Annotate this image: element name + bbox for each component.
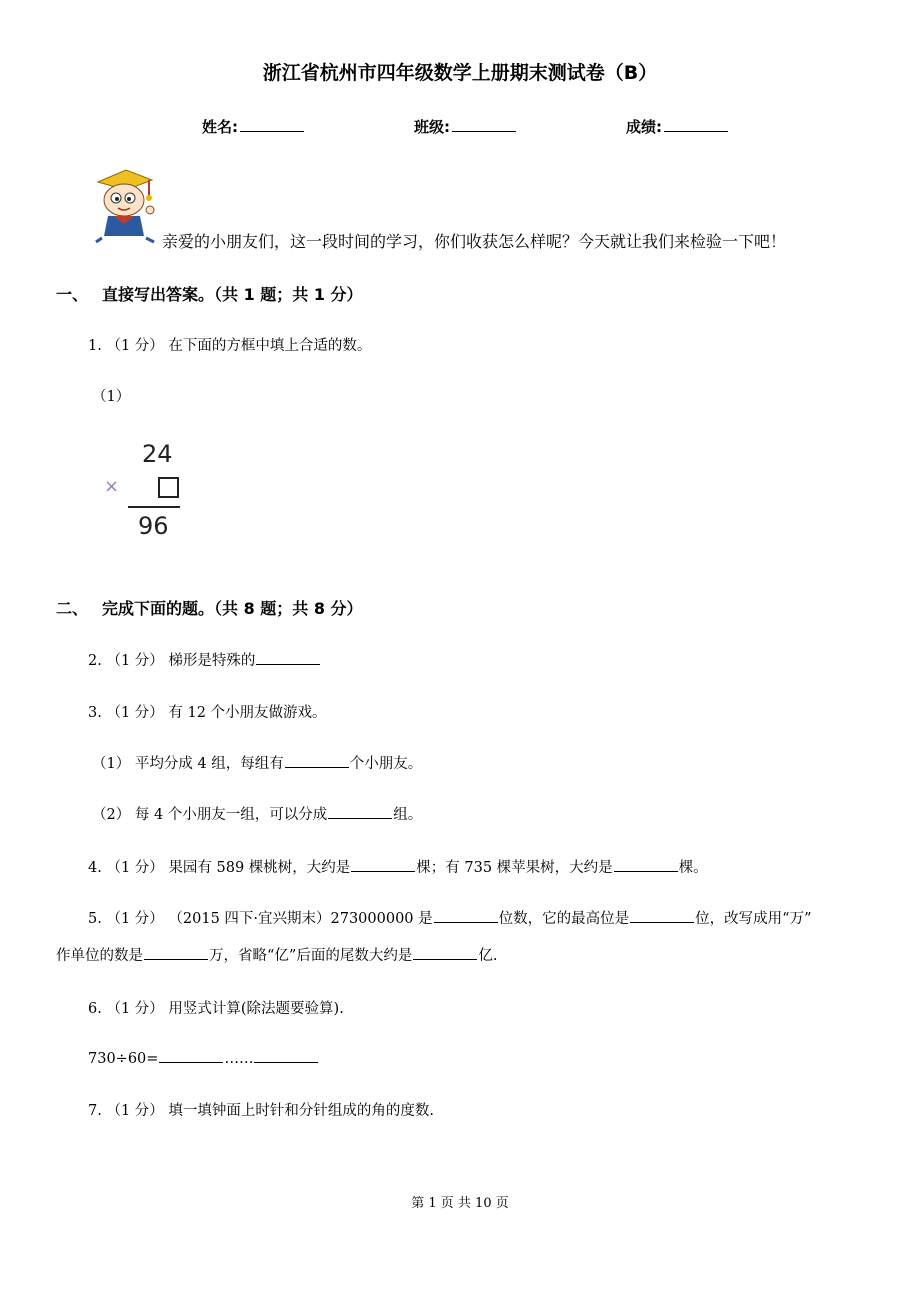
mascot-image: [92, 166, 168, 244]
section-2-heading: [56, 596, 363, 619]
question-3-part-1: [92, 752, 422, 773]
name-label: 姓名:: [202, 118, 238, 136]
name-field: [202, 116, 304, 137]
q6-blank-1[interactable]: [159, 1048, 223, 1063]
q4-blank-1[interactable]: [351, 857, 415, 872]
section-2-title: 完成下面的题。（共 8 题；共 8 分）: [102, 599, 363, 618]
page-footer: 第 1 页 共 10 页: [411, 1196, 509, 1211]
result-line: [128, 506, 180, 508]
question-1: 1. （1 分） 在下面的方框中填上合适的数。: [88, 338, 372, 354]
q5-text-f: 亿.: [478, 948, 498, 964]
q5-text-c: 位，改写成用“万”: [695, 911, 812, 927]
q5-blank-2[interactable]: [630, 908, 694, 923]
question-4: [88, 856, 708, 877]
section-2-number: 二、: [56, 599, 89, 618]
class-blank[interactable]: [452, 117, 516, 132]
score-blank[interactable]: [664, 117, 728, 132]
score-label: 成绩:: [626, 118, 662, 136]
q5-text-d: 作单位的数是: [56, 948, 143, 964]
section-1-heading: [56, 282, 363, 305]
q5-text-b: 位数，它的最高位是: [498, 911, 630, 927]
question-3-part-2: [92, 803, 422, 824]
q3-1-tail: 个小朋友。: [349, 756, 423, 772]
greeting-text: 亲爱的小朋友们，这一段时间的学习，你们收获怎么样呢？今天就让我们来检验一下吧！: [162, 232, 787, 251]
q4-text-c: 棵。: [678, 860, 708, 876]
q5-blank-4[interactable]: [413, 945, 477, 960]
q3-1-text: （1） 平均分成 4 组，每组有: [92, 756, 284, 772]
page-title: 浙江省杭州市四年级数学上册期末测试卷（B）: [262, 62, 658, 84]
q6-expr: 730÷60=: [88, 1051, 159, 1067]
q3-2-blank[interactable]: [328, 804, 392, 819]
question-1-sub: （1）: [92, 389, 131, 405]
class-label: 班级:: [414, 118, 450, 136]
score-field: [626, 116, 728, 137]
q3-2-text: （2） 每 4 个小朋友一组，可以分成: [92, 807, 328, 823]
q5-text-e: 万，省略“亿”后面的尾数大约是: [209, 948, 413, 964]
answer-box[interactable]: [158, 477, 179, 498]
question-7: 7. （1 分） 填一填钟面上时针和分针组成的角的度数.: [88, 1103, 434, 1119]
section-1-title: 直接写出答案。（共 1 题；共 1 分）: [102, 285, 363, 304]
question-6: 6. （1 分） 用竖式计算(除法题要验算).: [88, 1001, 344, 1017]
question-2: [88, 649, 321, 670]
class-field: [414, 116, 516, 137]
q4-text-a: 4. （1 分） 果园有 589 棵桃树，大约是: [88, 860, 351, 876]
figure-result: 96: [138, 512, 169, 540]
q6-dots: ……: [224, 1051, 254, 1067]
figure-top-number: 24: [142, 440, 173, 468]
q5-text-a: 5. （1 分） （2015 四下·宜兴期末）273000000 是: [88, 911, 433, 927]
question-6-expression: [88, 1048, 319, 1067]
q5-blank-1[interactable]: [434, 908, 498, 923]
q4-blank-2[interactable]: [614, 857, 678, 872]
q3-1-blank[interactable]: [285, 753, 349, 768]
section-1-number: 一、: [56, 285, 89, 304]
multiplication-figure: [100, 440, 190, 550]
q2-blank[interactable]: [256, 650, 320, 665]
q6-blank-2[interactable]: [254, 1048, 318, 1063]
question-2-text: 2. （1 分） 梯形是特殊的: [88, 653, 256, 669]
q5-blank-3[interactable]: [144, 945, 208, 960]
question-5-line-2: [56, 944, 497, 965]
q3-2-tail: 组。: [393, 807, 423, 823]
question-3: 3. （1 分） 有 12 个小朋友做游戏。: [88, 705, 327, 721]
times-sign: ×: [104, 476, 120, 497]
name-blank[interactable]: [240, 117, 304, 132]
question-5-line-1: [88, 907, 811, 928]
q4-text-b: 棵；有 735 棵苹果树，大约是: [416, 860, 613, 876]
